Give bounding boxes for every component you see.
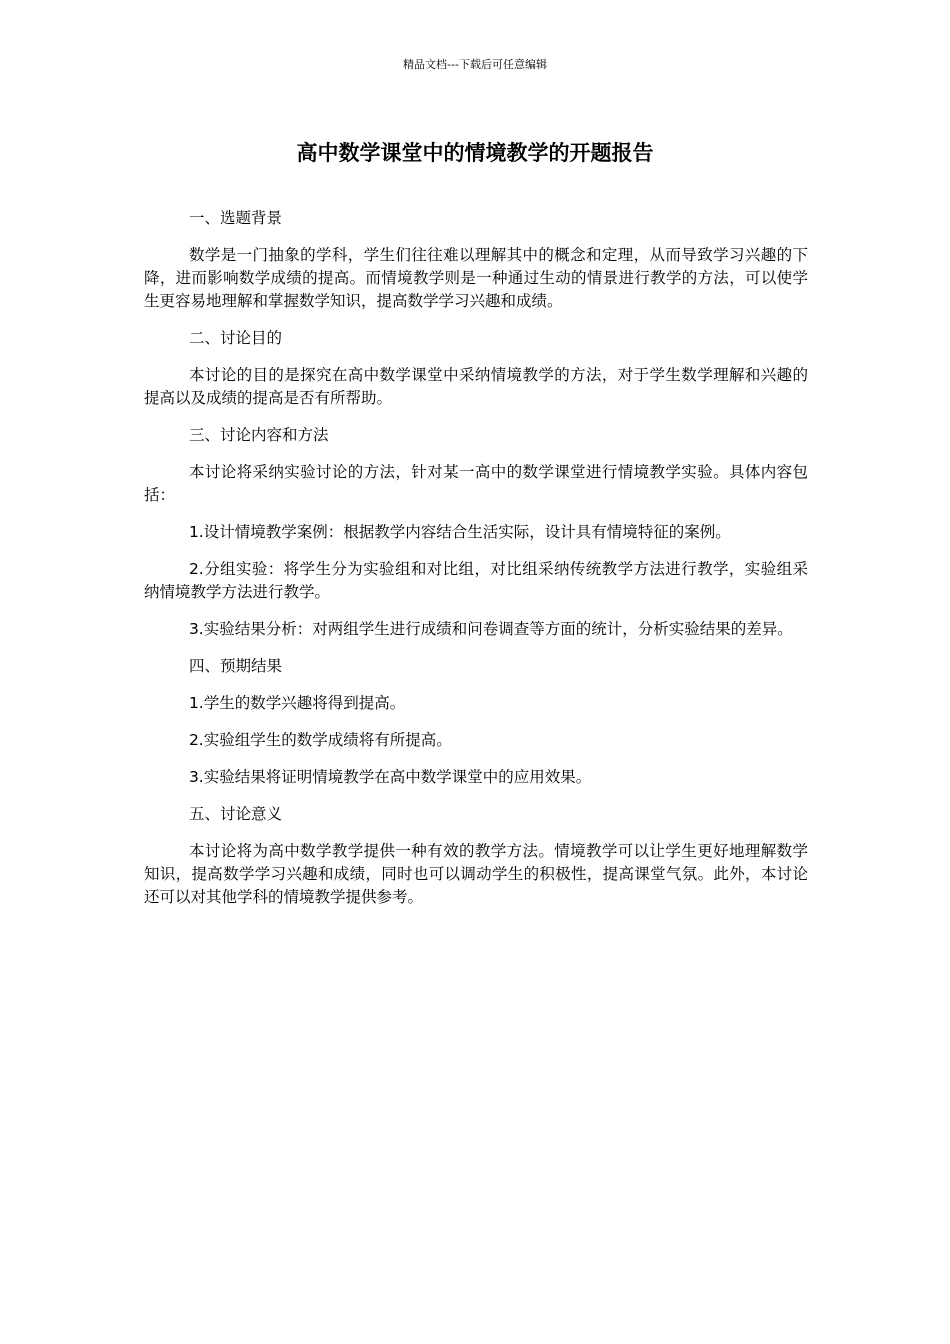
section-heading-background: 一、选题背景: [188, 209, 282, 227]
list-item-result-1: 1.学生的数学兴趣将得到提高。: [188, 694, 406, 712]
section-heading-expected-results: 四、预期结果: [188, 657, 282, 675]
document-title: 高中数学课堂中的情境教学的开题报告: [296, 141, 654, 165]
list-item-method-2: 2.分组实验：将学生分为实验组和对比组，对比组采纳传统教学方法进行教学，实验组采纳情境教学方法进行教学。: [144, 560, 808, 601]
paragraph-content-method: 本讨论将采纳实验讨论的方法，针对某一高中的数学课堂进行情境教学实验。具体内容包括：: [144, 463, 808, 504]
document-body: [144, 207, 808, 923]
section-heading-purpose: 二、讨论目的: [188, 329, 282, 347]
list-item-result-2: 2.实验组学生的数学成绩将有所提高。: [188, 731, 452, 749]
header-note: 精品文档---下载后可任意编辑: [403, 58, 547, 71]
list-item-method-3: 3.实验结果分析：对两组学生进行成绩和问卷调查等方面的统计，分析实验结果的差异。: [188, 620, 793, 638]
paragraph-background: 数学是一门抽象的学科，学生们往往难以理解其中的概念和定理，从而导致学习兴趣的下降，进而影响数学成绩的提高。而情境教学则是一种通过生动的情景进行教学的方法，可以使学生更容易地理解和掌握数学知识，提高数学学习兴趣和成绩。: [144, 246, 808, 310]
list-item-result-3: 3.实验结果将证明情境教学在高中数学课堂中的应用效果。: [188, 768, 592, 786]
section-heading-significance: 五、讨论意义: [188, 805, 282, 823]
paragraph-purpose: 本讨论的目的是探究在高中数学课堂中采纳情境教学的方法，对于学生数学理解和兴趣的提高以及成绩的提高是否有所帮助。: [144, 366, 808, 407]
section-heading-content-method: 三、讨论内容和方法: [188, 426, 329, 444]
paragraph-significance: 本讨论将为高中数学教学提供一种有效的教学方法。情境教学可以让学生更好地理解数学知识，提高数学学习兴趣和成绩，同时也可以调动学生的积极性，提高课堂气氛。此外，本讨论还可以对其他学科的情境教学提供参考。: [144, 842, 808, 906]
list-item-method-1: 1.设计情境教学案例：根据教学内容结合生活实际，设计具有情境特征的案例。: [188, 523, 731, 541]
